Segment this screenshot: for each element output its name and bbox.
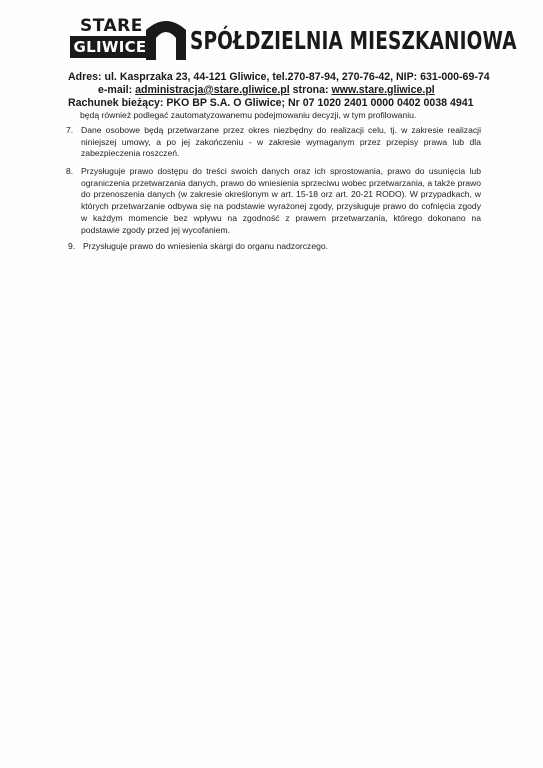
account-label: Rachunek bieżący: xyxy=(68,97,164,109)
logo-stare-text: STARE xyxy=(80,16,143,36)
intro-text: będą również podlegać zautomatyzowanemu podejmowaniu decyzji, w tym profilowaniu. xyxy=(80,110,417,120)
address-value: ul. Kasprzaka 23, 44-121 Gliwice, tel.270-87-94, 270-76-42, NIP: 631-000-69-74 xyxy=(104,71,490,83)
address-label: Adres: xyxy=(68,71,102,83)
item-text: Przysługuje prawo dostępu do treści swoich danych oraz ich sprostowania, prawo do usunięcia lub ograniczenia przetwarzania danych, prawo do wniesienia sprzeciwu wobec przetwarzania, a także prawo do przenoszenia danych (w zakresie określonym w art. 15-18 orz art. 20-21 RODO). W przypadkach, w których przetwarzanie odbywa się na podstawie wyrażonej zgody, przysługuje prawo do cofnięcia zgody w każdym momencie bez wpływu na zgodność z prawem przetwarzania, którego dokonano na podstawie zgody przed jej wycofaniem. xyxy=(81,166,481,235)
email-link[interactable]: administracja@stare.gliwice.pl xyxy=(135,84,290,96)
item-number: 7. xyxy=(66,125,74,135)
cooperative-logo xyxy=(70,14,517,64)
site-label: strona: xyxy=(292,84,329,96)
item-text: Przysługuje prawo do wniesienia skargi do organu nadzorczego. xyxy=(83,241,329,251)
website-link[interactable]: www.stare.gliwice.pl xyxy=(331,84,435,96)
logo-gliwice-text: GLIWICE xyxy=(70,36,150,58)
item-number: 8. xyxy=(66,166,74,176)
account-value: PKO BP S.A. O Gliwice; Nr 07 1020 2401 0000 0402 0038 4941 xyxy=(166,97,474,109)
item-number: 9. xyxy=(68,241,76,251)
bank-account-line xyxy=(68,97,474,109)
contact-line xyxy=(98,84,435,96)
address-line xyxy=(68,71,490,83)
email-label: e-mail: xyxy=(98,84,133,96)
logo-cooperative-name: SPÓŁDZIELNIA MIESZKANIOWA xyxy=(190,26,517,55)
item-text: Dane osobowe będą przetwarzane przez okres niezbędny do realizacji celu, tj. w zakresie realizacji niniejszej umowy, a po jej zakończeniu - w zakresie wymaganym przez przepisy prawa lub dla zabezpieczenia roszczeń. xyxy=(81,125,481,159)
gate-icon xyxy=(142,16,190,60)
